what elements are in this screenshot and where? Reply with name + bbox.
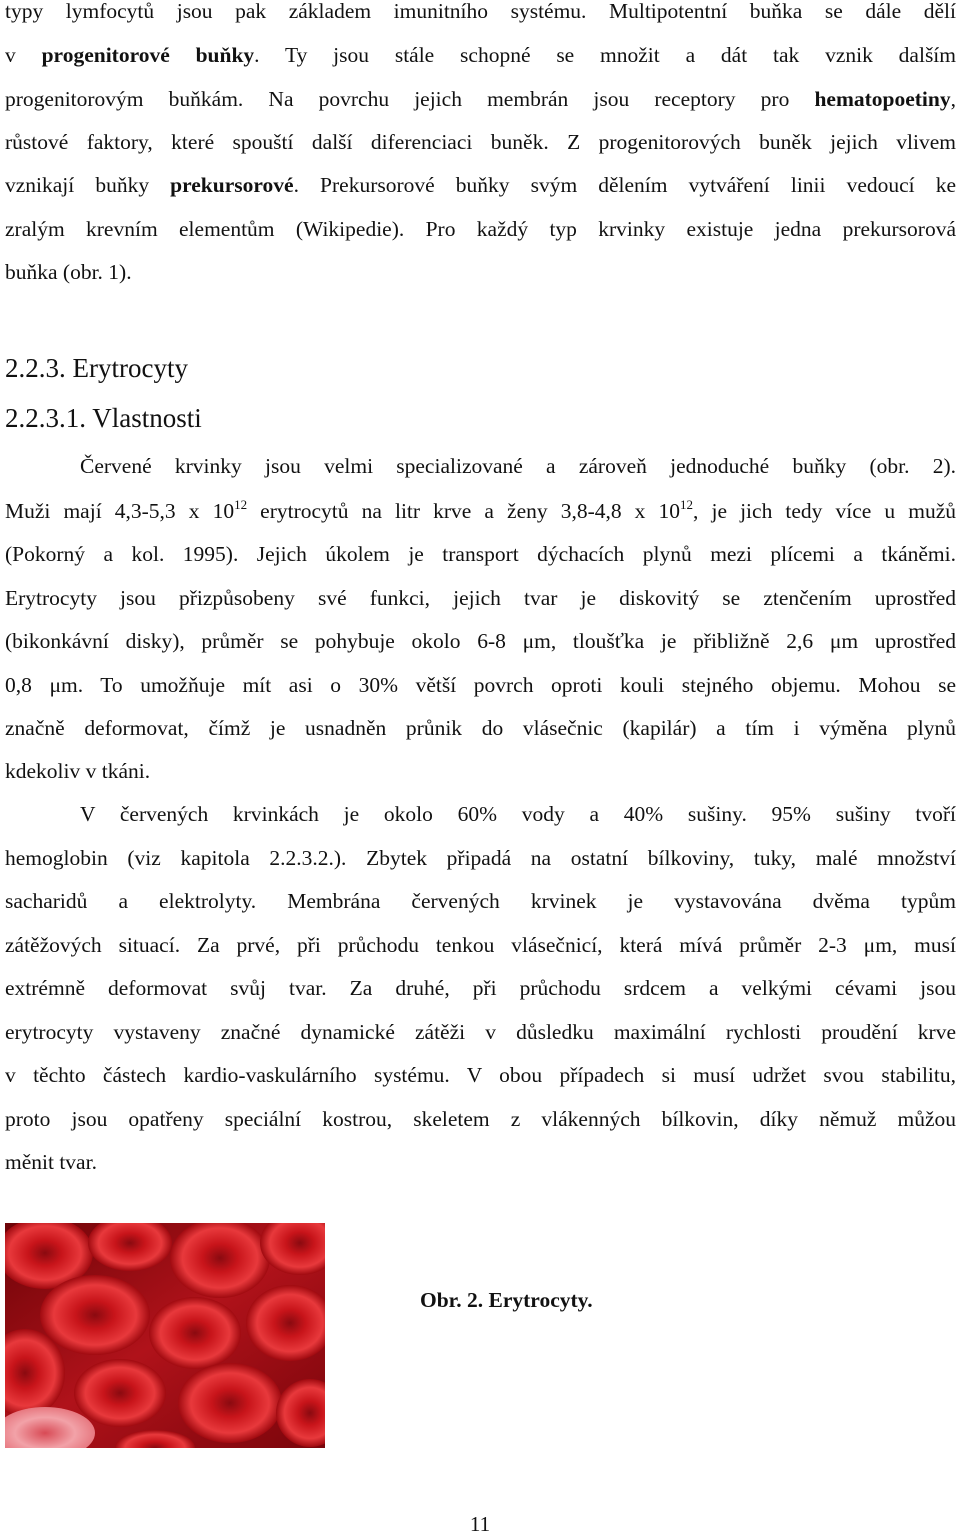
text-line: Červené krvinky jsou velmi specializované a zároveň jednoduché buňky (obr. 2). [80,454,956,478]
text-line: erytrocyty vystaveny značné dynamické zátěži v důsledku maximální rychlosti proudění krve [5,1020,956,1044]
text-line: zralým krevním elementům (Wikipedie). Pro každý typ krvinky existuje jedna prekursorová [5,217,956,241]
text-line: sacharidů a elektrolyty. Membrána červených krvinek je vystavována dvěma typům [5,889,956,913]
text-line: (Pokorný a kol. 1995). Jejich úkolem je transport dýchacích plynů mezi plícemi a tkáněmi. [5,542,956,566]
erythrocytes-image [5,1223,325,1448]
text-line: 0,8 μm. To umožňuje mít asi o 30% větší povrch oproti kouli stejného objemu. Mohou se [5,673,956,697]
text-line: v těchto částech kardio-vaskulárního systému. V obou případech si musí udržet svou stabilitu, [5,1063,956,1087]
text-line: vznikají buňky prekursorové. Prekursorové buňky svým dělením vytváření linii vedoucí ke [5,173,956,197]
text-line: Erytrocyty jsou přizpůsobeny své funkci, jejich tvar je diskovitý se ztenčením uprostřed [5,586,956,610]
term-progenitor-cells: progenitorové buňky [41,43,255,67]
figure-caption: Obr. 2. Erytrocyty. [420,1288,593,1312]
text-line: růstové faktory, které spouští další diferenciaci buněk. Z progenitorových buněk jejich vlivem [5,130,956,154]
subsection-heading: 2.2.3.1. Vlastnosti [5,403,202,433]
text-line: (bikonkávní disky), průměr se pohybuje okolo 6-8 μm, tloušťka je přibližně 2,6 μm uprostřed [5,629,956,653]
text-line: buňka (obr. 1). [5,260,132,284]
text-line: typy lymfocytů jsou pak základem imunitního systému. Multipotentní buňka se dále dělí [5,0,956,23]
text-line: V červených krvinkách je okolo 60% vody a 40% sušiny. 95% sušiny tvoří [80,802,956,826]
text-line: zátěžových situací. Za prvé, při průchodu tenkou vlásečnicí, která mívá průměr 2-3 μm, musí [5,933,956,957]
text-line: proto jsou opatřeny speciální kostrou, skeletem z vlákenných bílkovin, díky němuž můžou [5,1107,956,1131]
text-line: progenitorovým buňkám. Na povrchu jejich membrán jsou receptory pro hematopoetiny, [5,87,956,111]
text-line: hemoglobin (viz kapitola 2.2.3.2.). Zbytek připadá na ostatní bílkoviny, tuky, malé množství [5,846,956,870]
term-precursor: prekursorové [170,173,294,197]
exponent: 12 [234,497,248,512]
page-number: 11 [469,1512,491,1536]
text-line: kdekoliv v tkáni. [5,759,151,783]
section-heading: 2.2.3. Erytrocyty [5,353,188,383]
text-line: extrémně deformovat svůj tvar. Za druhé, při průchodu srdcem a velkými cévami jsou [5,976,956,1000]
term-hematopoietins: hematopoetiny [814,87,951,111]
text-line: značně deformovat, čímž je usnadněn průnik do vlásečnic (kapilár) a tím i výměna plynů [5,716,956,740]
text-line: v progenitorové buňky. Ty jsou stále schopné se množit a dát tak vznik dalším [5,43,957,67]
exponent: 12 [680,497,694,512]
text-line: Muži mají 4,3-5,3 x $10^{12}$ erytrocytů na litr krve a ženy 3,8-4,8 x $10^{12}$, je jich tedy více u mužů [5,497,956,523]
text-line: měnit tvar. [5,1150,97,1174]
